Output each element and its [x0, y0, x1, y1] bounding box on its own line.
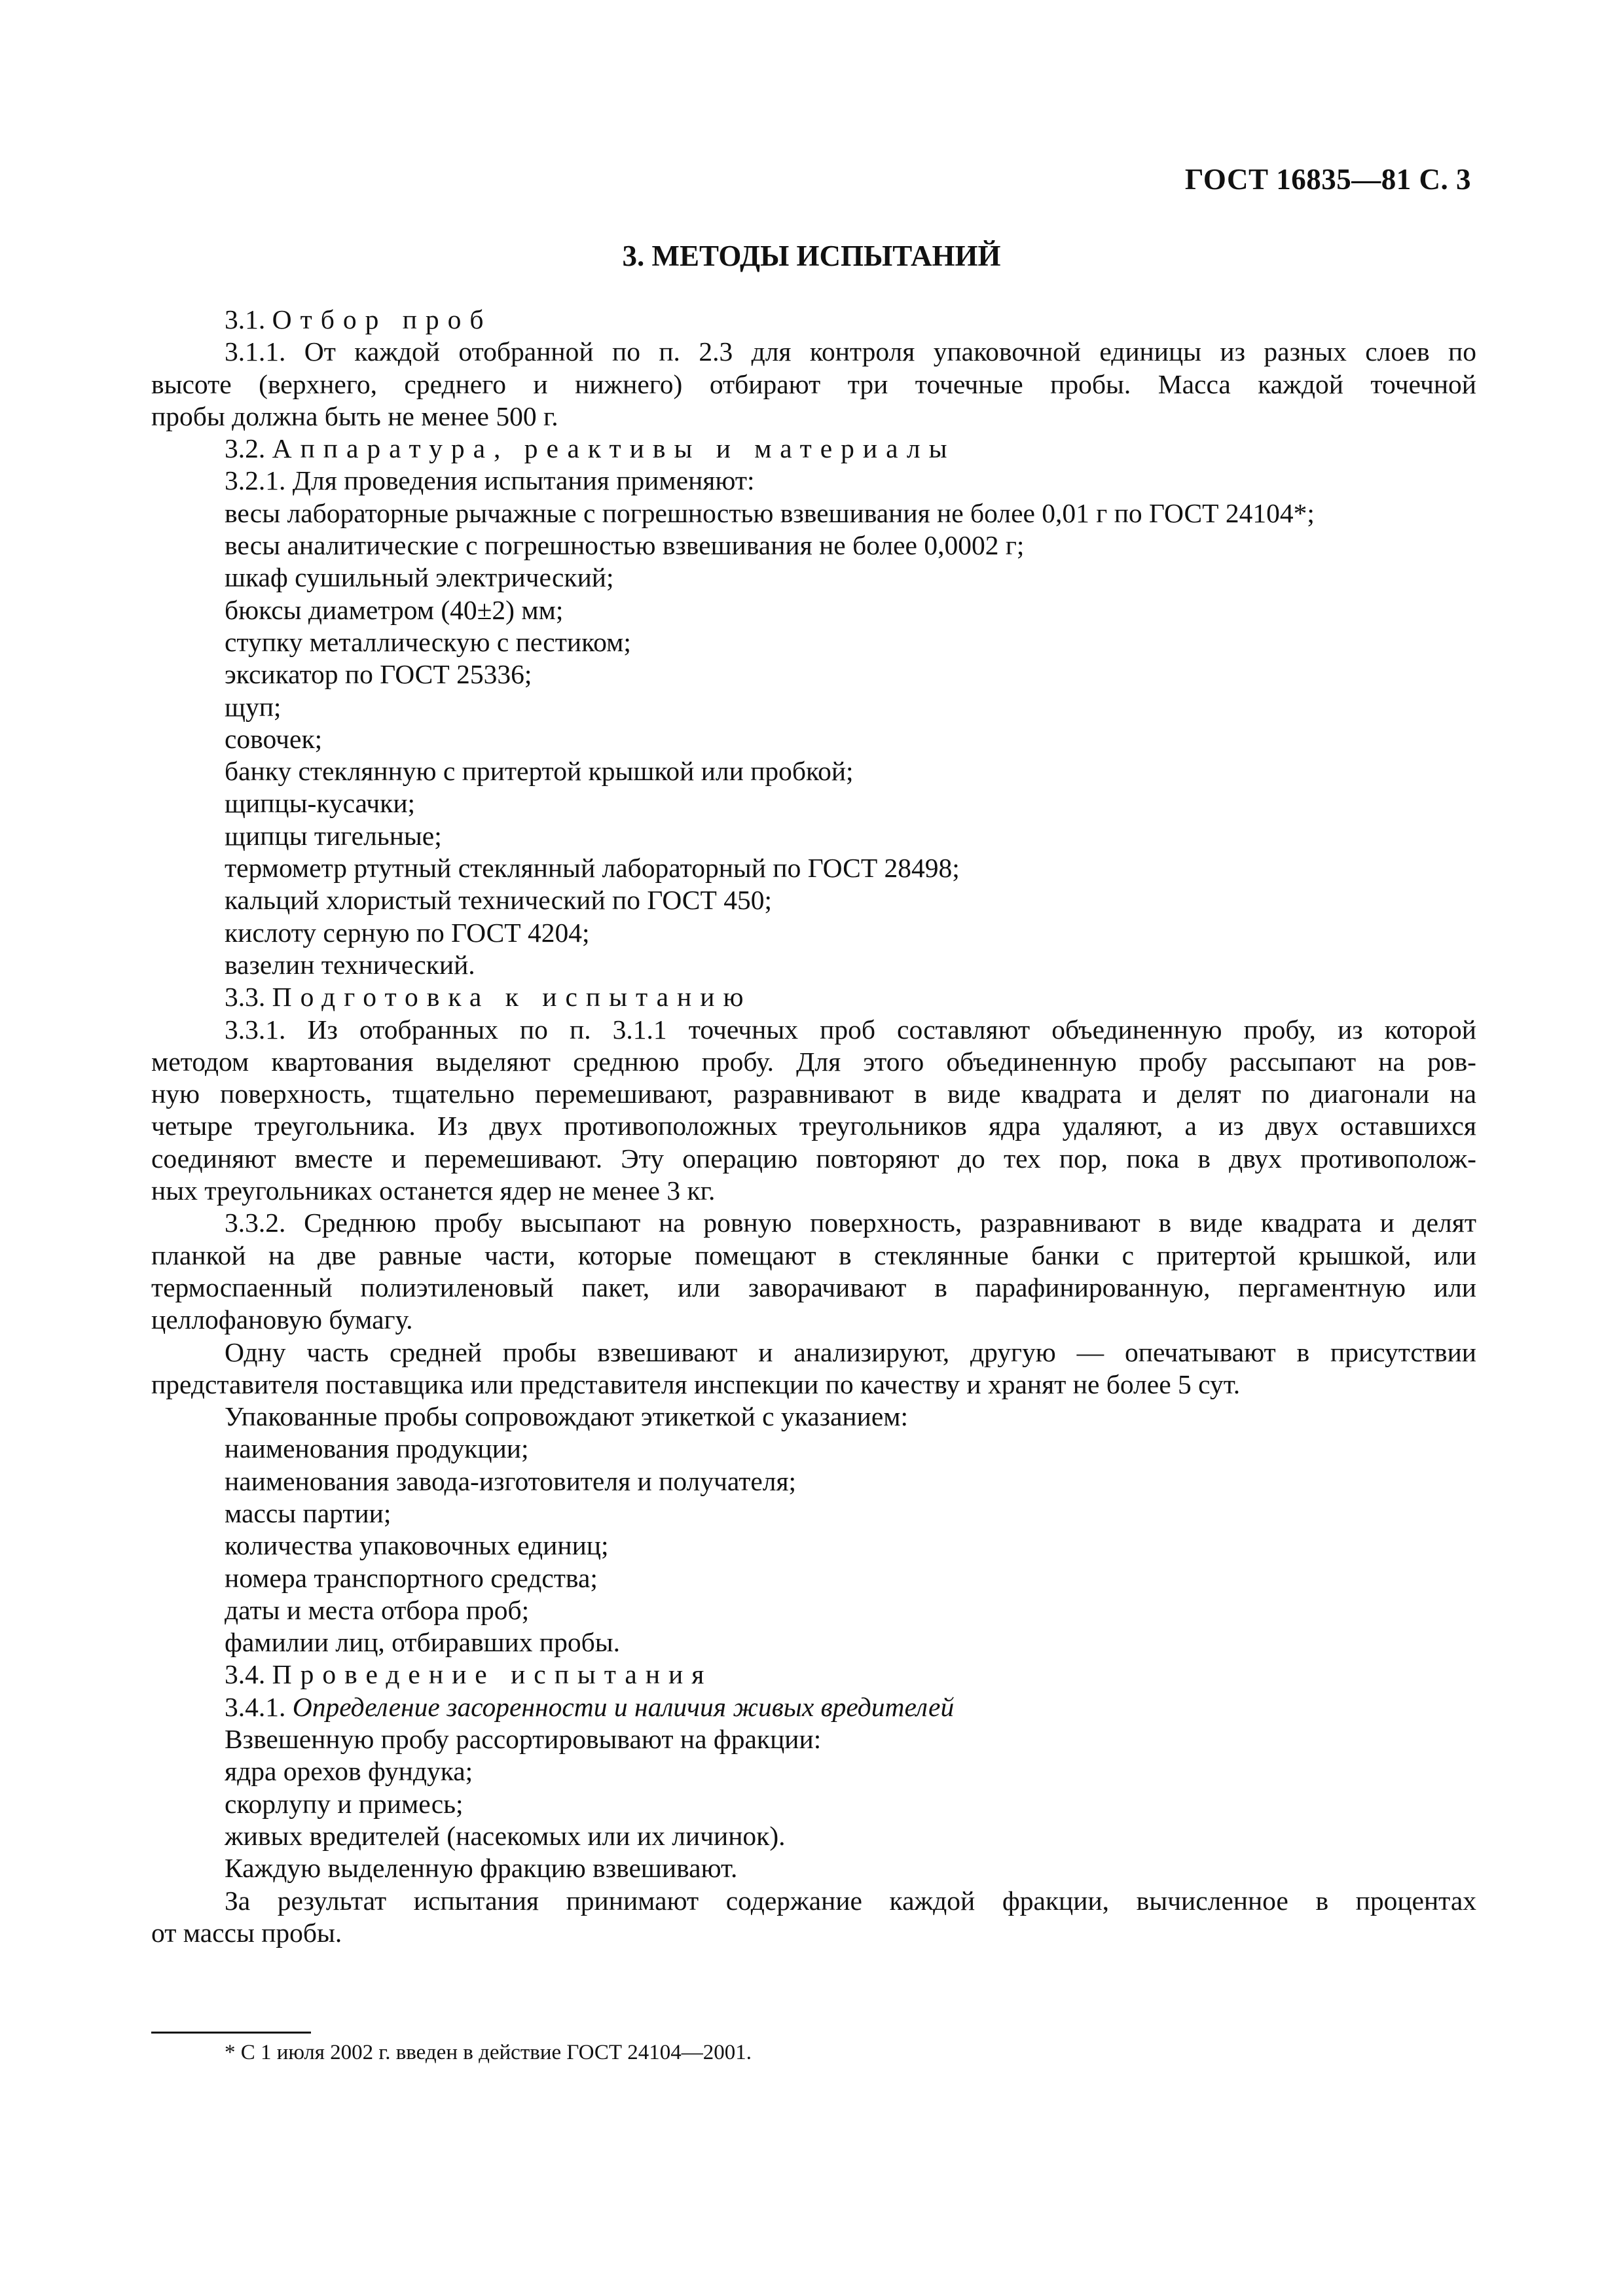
paragraph-line: целлофановую бумагу.	[151, 1304, 413, 1335]
paragraph-line: четыре треугольника. Из двух противоположных треугольников ядра удаляют, а из двух оставшихся	[151, 1111, 1476, 1141]
list-item: банку стеклянную с притертой крышкой или пробкой;	[225, 756, 854, 787]
list-item: номера транспортного средства;	[225, 1562, 598, 1593]
subsection-heading-3-2: 3.2. Аппаратура, реактивы и материалы	[225, 433, 956, 464]
list-item: наименования завода-изготовителя и получателя;	[225, 1465, 797, 1496]
list-item: наименования продукции;	[225, 1433, 529, 1464]
paragraph-line: Упакованные пробы сопровождают этикеткой с указанием:	[225, 1401, 909, 1432]
list-item: щипцы-кусачки;	[225, 788, 416, 819]
list-item: совочек;	[225, 723, 323, 754]
paragraph-line: пробы должна быть не менее 500 г.	[151, 401, 558, 431]
paragraph-line: 3.2.1. Для проведения испытания применяют:	[225, 465, 755, 496]
list-item: бюксы диаметром (40±2) мм;	[225, 594, 564, 625]
list-item: ядра орехов фундука;	[225, 1756, 473, 1787]
list-item: ступку металлическую с пестиком;	[225, 626, 631, 657]
paragraph-line: соединяют вместе и перемешивают. Эту операцию повторяют до тех пор, пока в двух противополож-	[151, 1143, 1476, 1174]
list-item: скорлупу и примесь;	[225, 1788, 464, 1819]
running-header: ГОСТ 16835—81 С. 3	[1184, 163, 1471, 196]
paragraph-line: 3.3.2. Среднюю пробу высыпают на ровную поверхность, разравнивают в виде квадрата и делят	[225, 1208, 1476, 1238]
list-item: фамилии лиц, отбиравших пробы.	[225, 1627, 620, 1658]
list-item: шкаф сушильный электрический;	[225, 562, 614, 593]
paragraph-line: За результат испытания принимают содержание каждой фракции, вычисленное в процентах	[225, 1885, 1476, 1916]
list-item: щуп;	[225, 691, 282, 722]
paragraph-line: ную поверхность, тщательно перемешивают, разравнивают в виде квадрата и делят по диагонали на	[151, 1079, 1476, 1109]
subsection-heading-3-1: 3.1. Отбор проб	[225, 304, 492, 334]
paragraph-line: Взвешенную пробу рассортировывают на фракции:	[225, 1724, 822, 1755]
paragraph-line: методом квартования выделяют среднюю пробу. Для этого объединенную пробу рассыпают на ров-	[151, 1046, 1476, 1077]
list-item: количества упаковочных единиц;	[225, 1530, 609, 1561]
list-item: живых вредителей (насекомых или их личинок).	[225, 1820, 786, 1851]
list-item: весы аналитические с погрешностью взвешивания не более 0,0002 г;	[225, 530, 1025, 561]
paragraph-line: представителя поставщика или представителя инспекции по качеству и хранят не более 5 сут.	[151, 1369, 1241, 1399]
paragraph-line: ных треугольниках останется ядер не менее 3 кг.	[151, 1175, 716, 1206]
list-item: термометр ртутный стеклянный лабораторный по ГОСТ 28498;	[225, 853, 960, 884]
list-item: массы партии;	[225, 1498, 392, 1528]
paragraph-line: планкой на две равные части, которые помещают в стеклянные банки с притертой крышкой, или	[151, 1240, 1476, 1270]
paragraph-line: термоспаенный полиэтиленовый пакет, или заворачивают в парафинированную, пергаментную или	[151, 1272, 1476, 1302]
footnote-rule	[151, 2032, 311, 2034]
paragraph-line: от массы пробы.	[151, 1917, 342, 1948]
paragraph-line: 3.1.1. От каждой отобранной по п. 2.3 для контроля упаковочной единицы из разных слоев по	[225, 336, 1476, 367]
subsection-heading-3-3: 3.3. Подготовка к испытанию	[225, 982, 752, 1013]
section-title: 3. МЕТОДЫ ИСПЫТАНИЙ	[622, 240, 1001, 272]
list-item: кальций хлористый технический по ГОСТ 450;	[225, 885, 772, 916]
subsection-heading-3-4-1: 3.4.1. Определение засоренности и наличия живых вредителей	[225, 1691, 955, 1722]
body-text	[151, 304, 1476, 1949]
list-item: щипцы тигельные;	[225, 820, 442, 851]
paragraph-line: Одну часть средней пробы взвешивают и анализируют, другую — опечатывают в присутствии	[225, 1336, 1476, 1367]
paragraph-line: 3.3.1. Из отобранных по п. 3.1.1 точечных проб составляют объединенную пробу, из которой	[225, 1014, 1476, 1045]
subsection-heading-3-4: 3.4. Проведение испытания	[225, 1659, 713, 1690]
paragraph-line: Каждую выделенную фракцию взвешивают.	[225, 1853, 738, 1884]
list-item: кислоту серную по ГОСТ 4204;	[225, 917, 590, 948]
list-item: весы лабораторные рычажные с погрешностью взвешивания не более 0,01 г по ГОСТ 24104*;	[225, 497, 1315, 528]
list-item: даты и места отбора проб;	[225, 1594, 530, 1625]
footnote: * С 1 июля 2002 г. введен в действие ГОСТ 24104—2001.	[225, 2041, 752, 2064]
list-item: вазелин технический.	[225, 949, 475, 980]
paragraph-line: высоте (верхнего, среднего и нижнего) отбирают три точечные пробы. Масса каждой точечной	[151, 368, 1476, 399]
list-item: эксикатор по ГОСТ 25336;	[225, 659, 532, 690]
